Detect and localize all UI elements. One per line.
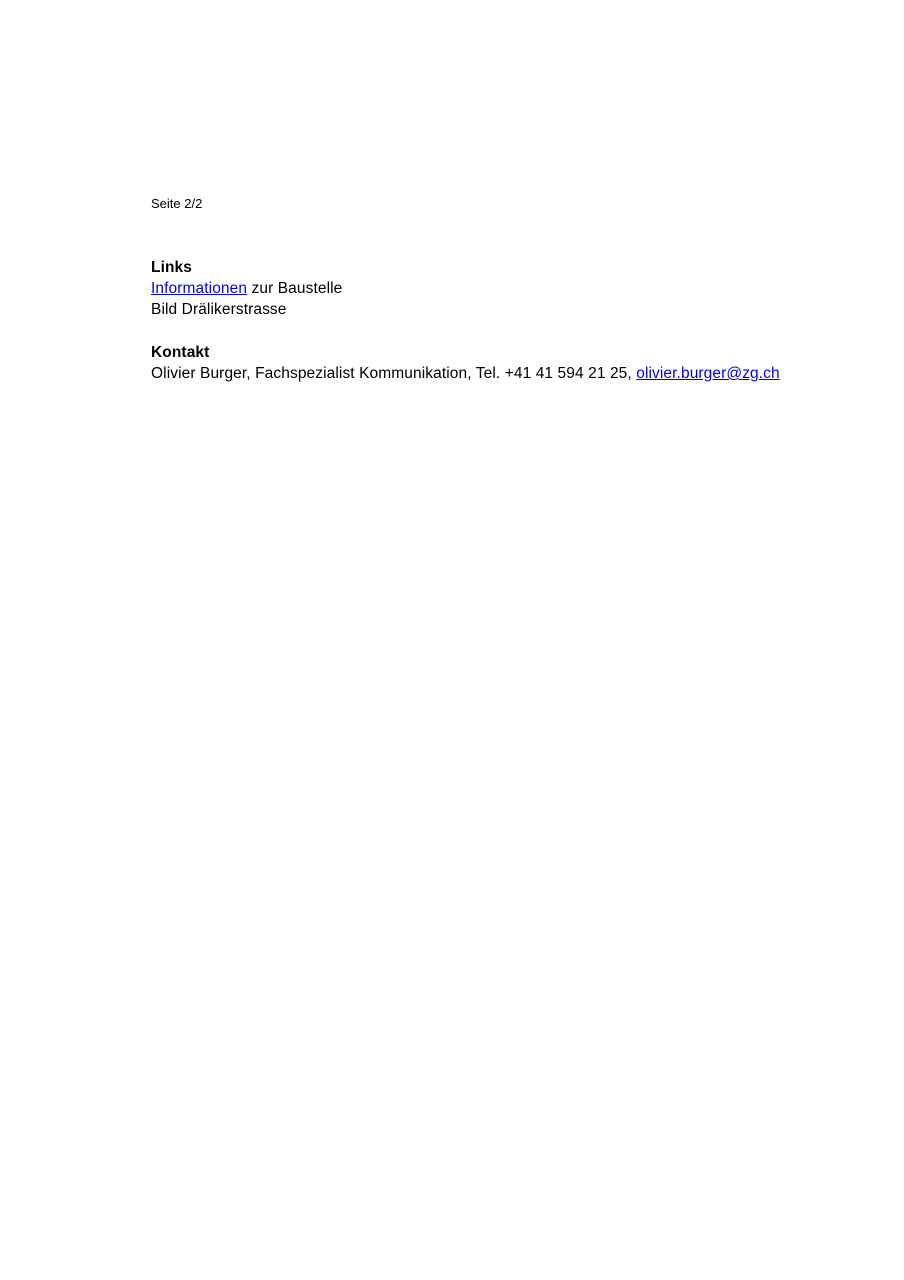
contact-text: Olivier Burger, Fachspezialist Kommunikation, Tel. +41 41 594 21 25,	[151, 365, 637, 382]
image-line: Bild Drälikerstrasse	[151, 301, 287, 318]
contact-line	[151, 363, 780, 384]
links-section	[151, 257, 342, 320]
page-number: Seite 2/2	[151, 196, 203, 211]
info-line	[151, 278, 342, 299]
email-link[interactable]: olivier.burger@zg.ch	[636, 365, 780, 382]
contact-heading: Kontakt	[151, 344, 210, 361]
links-heading: Links	[151, 259, 192, 276]
info-line-suffix: zur Baustelle	[247, 280, 343, 297]
contact-section	[151, 342, 780, 384]
informationen-link[interactable]: Informationen	[151, 280, 248, 297]
